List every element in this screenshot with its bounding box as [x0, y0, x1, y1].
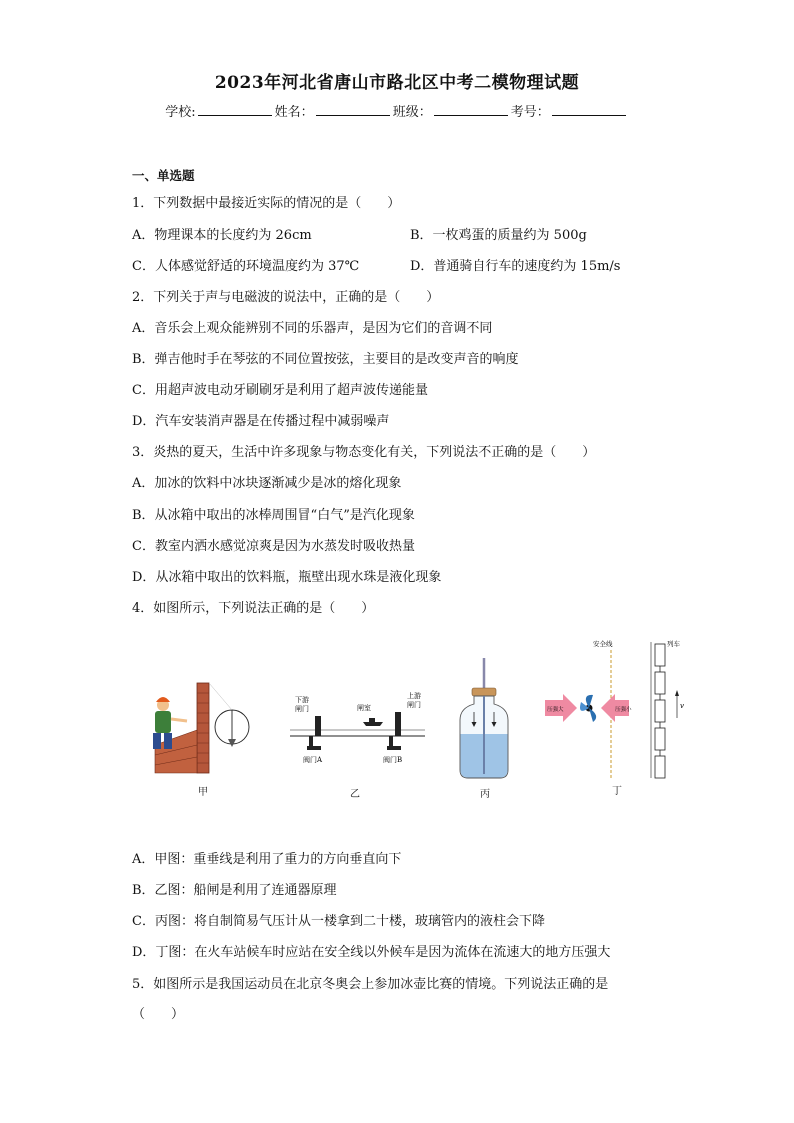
name-blank[interactable]	[316, 103, 390, 116]
question-4-option-b: B．乙图：船闸是利用了连通器原理	[132, 883, 337, 898]
plumb-line-diagram	[135, 675, 250, 780]
question-3-stem: 3．炎热的夏天，生活中许多现象与物态变化有关，下列说法不正确的是（ ）	[132, 445, 596, 460]
question-4-stem: 4．如图所示，下列说法正确的是（ ）	[132, 601, 375, 616]
question-5-stem-continuation: （ ）	[132, 1007, 185, 1022]
safety-line-label: 安全线	[593, 640, 613, 648]
downstream-gate-label-1: 下游	[295, 696, 309, 704]
velocity-label: v	[680, 702, 684, 710]
question-3-option-c: C．教室内洒水感觉凉爽是因为水蒸发时吸收热量	[132, 539, 415, 554]
lock-chamber-label: 闸室	[357, 704, 371, 712]
question-1-option-b: B．一枚鸡蛋的质量约为 500g	[410, 228, 587, 243]
question-1-option-d: D．普通骑自行车的速度约为 15m/s	[410, 259, 621, 274]
name-label: 姓名：	[274, 105, 314, 120]
question-2-option-c: C．用超声波电动牙刷刷牙是利用了超声波传递能量	[132, 383, 428, 398]
question-4-option-a: A．甲图：重垂线是利用了重力的方向垂直向下	[132, 852, 402, 867]
class-field	[393, 101, 511, 120]
page-title: 2023年河北省唐山市路北区中考二模物理试题	[214, 73, 580, 93]
train-safety-line-diagram	[545, 638, 700, 788]
name-field	[275, 101, 393, 120]
student-info-row	[0, 101, 794, 120]
class-label: 班级：	[392, 105, 432, 120]
pressure-large-label: 压强大	[547, 707, 564, 713]
question-2-option-a: A．音乐会上观众能辨别不同的乐器声，是因为它们的音调不同	[132, 321, 493, 336]
question-4-option-c: C．丙图：将自制简易气压计从一楼拿到二十楼，玻璃管内的液柱会下降	[132, 914, 545, 929]
question-3-option-a: A．加冰的饮料中冰块逐渐减少是冰的熔化现象	[132, 476, 402, 491]
downstream-gate-label-2: 闸门	[295, 705, 309, 713]
question-5-stem: 5．如图所示是我国运动员在北京冬奥会上参加冰壶比赛的情境。下列说法正确的是	[132, 977, 609, 992]
school-field	[165, 101, 274, 120]
school-label: 学校:	[165, 105, 196, 120]
question-3-option-b: B．从冰箱中取出的冰棒周围冒“白气”是汽化现象	[132, 508, 415, 523]
valve-a-label: 阀门A	[303, 756, 323, 764]
pressure-small-label: 压强小	[615, 707, 632, 713]
exam-number-blank[interactable]	[552, 103, 626, 116]
class-blank[interactable]	[434, 103, 508, 116]
question-4-option-d: D．丁图：在火车站候车时应站在安全线以外候车是因为流体在流速大的地方压强大	[132, 945, 611, 960]
exam-number-field	[511, 101, 629, 120]
upstream-gate-label-1: 上游	[407, 692, 421, 700]
valve-b-label: 阀门B	[383, 756, 403, 764]
section-heading: 一、单选题	[132, 168, 195, 183]
question-1-option-c: C．人体感觉舒适的环境温度约为 37℃	[132, 259, 360, 274]
question-3-option-d: D．从冰箱中取出的饮料瓶，瓶壁出现水珠是液化现象	[132, 570, 442, 585]
caption-ding: 丁	[612, 786, 622, 797]
question-2-option-b: B．弹吉他时手在琴弦的不同位置按弦，主要目的是改变声音的响度	[132, 352, 519, 367]
train-label: 列车	[667, 640, 680, 648]
exam-number-label: 考号：	[510, 105, 550, 120]
caption-jia: 甲	[198, 787, 208, 798]
question-1-stem: 1．下列数据中最接近实际的情况的是（ ）	[132, 196, 401, 211]
caption-yi: 乙	[350, 789, 360, 800]
question-1-option-a: A．物理课本的长度约为 26cm	[132, 228, 312, 243]
question-2-stem: 2．下列关于声与电磁波的说法中，正确的是（ ）	[132, 290, 440, 305]
barometer-bottle-diagram	[450, 658, 515, 783]
question-2-option-d: D．汽车安装消声器是在传播过程中减弱噪声	[132, 414, 390, 429]
question-4-figure	[130, 630, 700, 800]
school-blank[interactable]	[198, 103, 272, 116]
upstream-gate-label-2: 闸门	[407, 701, 421, 709]
ship-lock-diagram	[285, 692, 445, 782]
caption-bing: 丙	[480, 789, 490, 800]
